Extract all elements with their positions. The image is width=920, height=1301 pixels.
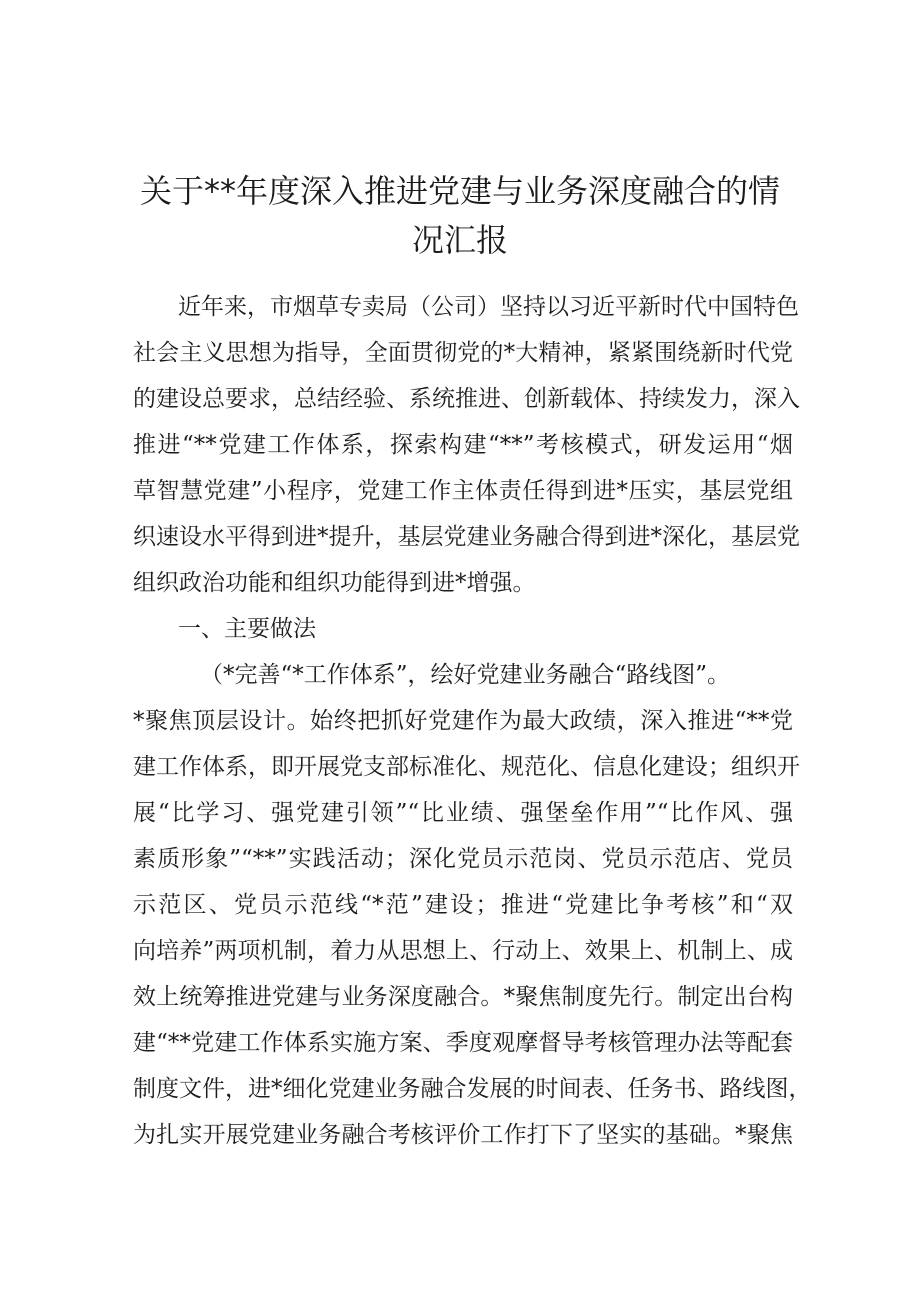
paragraph1-line: 的建设总要求，总结经验、系统推进、创新载体、持续发力，深入 bbox=[133, 386, 800, 412]
paragraph2-line: *聚焦顶层设计。始终把抓好党建作为最大政绩，深入推进“**党 bbox=[133, 708, 793, 734]
document-title-line-2: 况汇报 bbox=[411, 221, 508, 259]
paragraph2-line: 建工作体系，即开展党支部标准化、规范化、信息化建设；组织开 bbox=[133, 754, 800, 780]
document-title-line-1: 关于**年度深入推进党建与业务深度融合的情 bbox=[139, 172, 780, 210]
paragraph2-line: 建“**党建工作体系实施方案、季度观摩督导考核管理办法等配套 bbox=[133, 1030, 793, 1056]
paragraph1-line: 组织政治功能和组织功能得到进*增强。 bbox=[133, 570, 536, 596]
paragraph2-line: 素质形象”“**”实践活动；深化党员示范岗、党员示范店、党员 bbox=[133, 846, 793, 872]
paragraph2-line: 向培养”两项机制，着力从思想上、行动上、效果上、机制上、成 bbox=[133, 938, 793, 964]
paragraph1-line: 草智慧党建”小程序，党建工作主体责任得到进*压实，基层党组 bbox=[133, 478, 793, 504]
paragraph2-line: 效上统筹推进党建与业务深度融合。*聚焦制度先行。制定出台构 bbox=[133, 984, 793, 1010]
paragraph2-line: 制度文件，进*细化党建业务融合发展的时间表、任务书、路线图， bbox=[133, 1076, 812, 1102]
paragraph1-line: 近年来，市烟草专卖局（公司）坚持以习近平新时代中国特色 bbox=[178, 294, 799, 320]
paragraph1-line: 推进“**党建工作体系，探索构建“**”考核模式，研发运用“烟 bbox=[133, 432, 793, 458]
paragraph2-line: 为扎实开展党建业务融合考核评价工作打下了坚实的基础。*聚焦 bbox=[133, 1122, 793, 1148]
paragraph1-line: 织速设水平得到进*提升，基层党建业务融合得到进*深化，基层党 bbox=[133, 524, 800, 550]
subheading: （*完善“*工作体系”，绘好党建业务融合“路线图”。 bbox=[200, 662, 731, 688]
paragraph2-line: 示范区、党员示范线“*范”建设；推进“党建比争考核”和“双 bbox=[133, 892, 793, 918]
paragraph1-line: 社会主义思想为指导，全面贯彻党的*大精神，紧紧围绕新时代党 bbox=[133, 340, 793, 366]
paragraph2-line: 展“比学习、强党建引领”“比业绩、强堡垒作用”“比作风、强 bbox=[133, 800, 793, 826]
section-heading: 一、主要做法 bbox=[178, 616, 316, 642]
